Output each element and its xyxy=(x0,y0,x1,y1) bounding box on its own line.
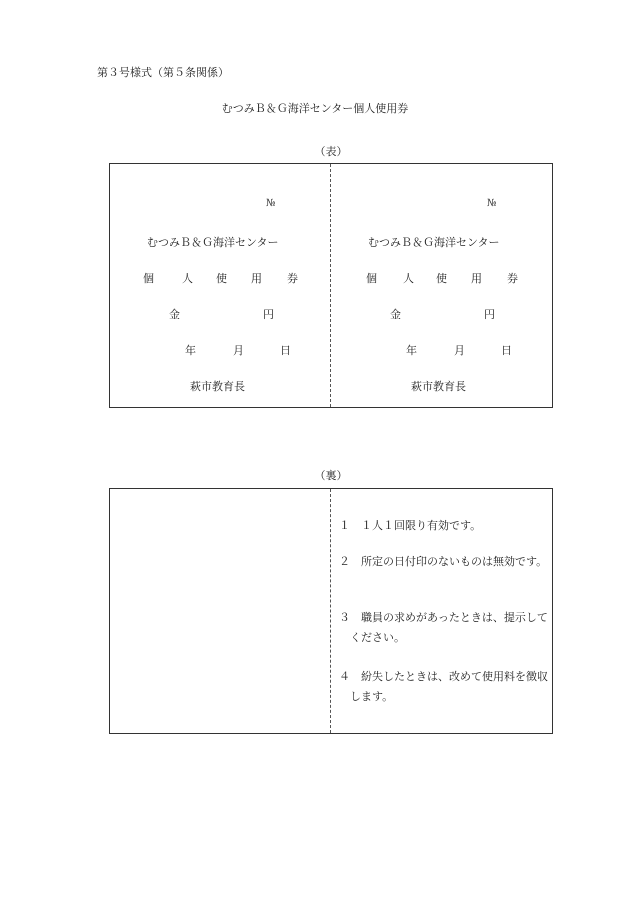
amount-unit: 円 xyxy=(484,308,495,321)
amount-label: 金 xyxy=(169,308,180,321)
amount-label: 金 xyxy=(390,308,401,321)
ticket-issuer: 萩市教育長 xyxy=(411,380,466,393)
ticket-left xyxy=(110,164,331,407)
form-number: 第３号様式（第５条関係） xyxy=(97,66,229,79)
document-title: むつみＢ＆Ｇ海洋センター個人使用券 xyxy=(221,102,409,115)
ticket-right xyxy=(331,164,552,407)
note-number: ４ xyxy=(339,670,350,683)
note-text: 所定の日付印のないものは無効です。 xyxy=(350,555,548,568)
ticket-kind-char: 使 xyxy=(436,272,447,285)
ticket-kind-char: 用 xyxy=(471,272,482,285)
note-item xyxy=(337,608,549,648)
ticket-kind-char: 個 xyxy=(366,272,377,285)
ticket-number-label: № xyxy=(487,198,497,209)
date-year-label: 年 xyxy=(406,344,417,357)
ticket-date xyxy=(110,342,331,358)
note-text: １人１回限り有効です。 xyxy=(350,519,482,532)
back-perforation-line xyxy=(330,489,331,733)
note-text: 紛失したときは、改めて使用料を徴収します。 xyxy=(350,670,548,703)
ticket-date xyxy=(331,342,552,358)
ticket-kind-char: 券 xyxy=(507,272,518,285)
ticket-center-name: むつみＢ＆Ｇ海洋センター xyxy=(147,236,279,249)
ticket-kind-char: 用 xyxy=(251,272,262,285)
ticket-number-label: № xyxy=(266,198,276,209)
ticket-kind-char: 人 xyxy=(182,272,193,285)
amount-unit: 円 xyxy=(263,308,274,321)
date-month-label: 月 xyxy=(454,344,465,357)
note-number: ３ xyxy=(339,611,350,624)
ticket-center-name: むつみＢ＆Ｇ海洋センター xyxy=(368,236,500,249)
note-number: １ xyxy=(339,519,350,532)
front-side-heading: （表） xyxy=(314,145,348,158)
ticket-issuer: 萩市教育長 xyxy=(190,380,245,393)
ticket-kind xyxy=(331,270,552,286)
date-month-label: 月 xyxy=(233,344,244,357)
ticket-kind xyxy=(110,270,331,286)
note-item xyxy=(337,516,549,536)
back-side-heading: （裏） xyxy=(314,469,348,482)
date-day-label: 日 xyxy=(501,344,512,357)
note-item xyxy=(337,667,549,707)
ticket-amount xyxy=(331,306,552,322)
date-year-label: 年 xyxy=(185,344,196,357)
date-day-label: 日 xyxy=(280,344,291,357)
ticket-kind-char: 使 xyxy=(216,272,227,285)
ticket-kind-char: 人 xyxy=(403,272,414,285)
ticket-amount xyxy=(110,306,331,322)
ticket-kind-char: 個 xyxy=(143,272,154,285)
ticket-kind-char: 券 xyxy=(287,272,298,285)
note-text: 職員の求めがあったときは、提示してください。 xyxy=(350,611,548,644)
note-number: ２ xyxy=(339,555,350,568)
note-item xyxy=(337,552,549,572)
